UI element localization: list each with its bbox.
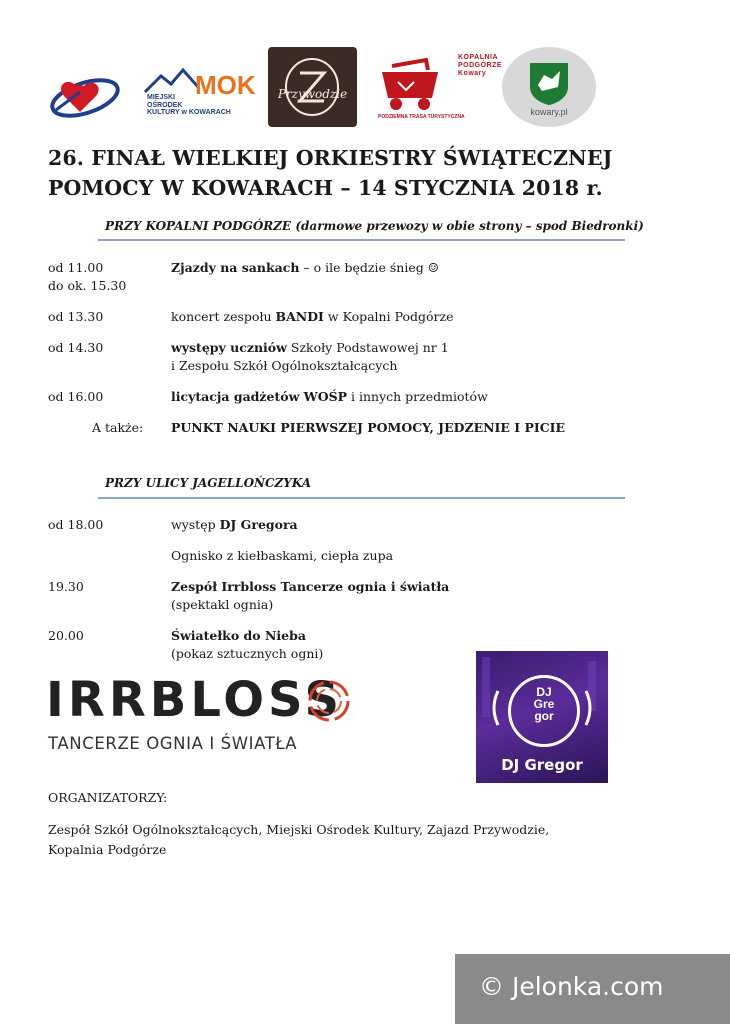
row-highlight: licytacja gadżetów WOŚP (171, 389, 348, 404)
wosp-logo (46, 70, 124, 126)
row-text: – o ile będzie śnieg ☺ (299, 260, 439, 275)
kowary-text: kowary.pl (530, 107, 568, 117)
row-highlight: występy uczniów (171, 340, 287, 355)
watermark (455, 954, 730, 1024)
title-line-2: POMOCY W KOWARACH – 14 STYCZNIA 2018 r. (48, 176, 603, 200)
schedule-row (48, 259, 668, 295)
mok-caption: MIEJSKI OŚRODEK KULTURY w KOWARACH (147, 94, 231, 116)
dj-gregor-logo (476, 651, 608, 783)
mok-logo (143, 66, 256, 116)
section-divider (98, 239, 625, 241)
row-text-line2: (spektakl ognia) (171, 597, 274, 612)
kopalnia-name: KOPALNIA PODGÓRZE Kowary (458, 54, 503, 77)
row-text: Szkoły Podstawowej nr 1 (286, 340, 449, 355)
kowary-crest-icon (528, 61, 570, 105)
mountains-icon (143, 66, 256, 100)
row-text-pre: występ (171, 517, 220, 532)
row-text-line2: (pokaz sztucznych ogni) (171, 646, 324, 661)
row-text: i innych przedmiotów (347, 389, 488, 404)
organizers-line-2: Kopalnia Podgórze (48, 842, 167, 857)
dj-ring-text: DJ Gre gor (533, 685, 555, 723)
organizers-line-1: Zespół Szkół Ogólnokształcących, Miejski Ośrodek Kultury, Zajazd Przywodzie, (48, 822, 550, 837)
mine-cart-icon (378, 58, 458, 112)
row-text-line2: i Zespołu Szkół Ogólnokształcących (171, 358, 398, 373)
row-text: Ognisko z kiełbaskami, ciepła zupa (171, 548, 394, 563)
irrbloss-logo (46, 674, 426, 754)
page-title (48, 143, 688, 203)
mok-letters: MOK (195, 70, 256, 100)
organizers-list (48, 820, 608, 860)
row-highlight: Zjazdy na sankach (171, 260, 300, 275)
title-line-1: 26. FINAŁ WIELKIEJ ORKIESTRY ŚWIĄTECZNEJ (48, 146, 613, 170)
also-text: PUNKT NAUKI PIERWSZEJ POMOCY, JEDZENIE I PICIE (171, 420, 566, 435)
section-heading-jagiellonczyka: PRZY ULICY JAGELLOŃCZYKA (105, 476, 312, 490)
organizers-heading: ORGANIZATORZY: (48, 790, 168, 805)
row-time: od 11.00 (48, 260, 104, 275)
przywodzie-text: Przywodzie (277, 87, 348, 101)
row-highlight: DJ Gregora (219, 517, 298, 532)
row-time: od 14.30 (48, 340, 104, 355)
row-highlight: BANDI (275, 309, 324, 324)
section-heading-kopalnia: PRZY KOPALNI PODGÓRZE (darmowe przewozy w obie strony – spod Biedronki) (105, 219, 644, 233)
row-time: od 18.00 (48, 517, 104, 532)
section-divider (98, 497, 625, 499)
row-text-pre: koncert zespołu (171, 309, 276, 324)
row-text: w Kopalni Podgórze (323, 309, 454, 324)
also-label: A także: (92, 420, 144, 435)
row-time: od 13.30 (48, 309, 104, 324)
wosp-heart-icon (46, 70, 124, 126)
irrbloss-tagline: TANCERZE OGNIA I ŚWIATŁA (48, 734, 298, 753)
kowary-logo (502, 47, 596, 127)
dj-name: DJ Gregor (501, 756, 583, 774)
irrbloss-name: IRRBLOSS (46, 672, 344, 728)
row-time: od 16.00 (48, 389, 104, 404)
row-time: 19.30 (48, 579, 84, 594)
kopalnia-logo (378, 52, 503, 124)
row-highlight: Zespół Irrbloss Tancerze ognia i światła (171, 579, 450, 594)
watermark-text: © Jelonka.com (479, 972, 664, 1001)
kopalnia-tagline: PODZIEMNA TRASA TURYSTYCZNA (378, 114, 465, 120)
row-time-end: do ok. 15.30 (48, 278, 127, 293)
fire-swirl-icon (306, 678, 352, 724)
row-highlight: Światełko do Nieba (171, 628, 306, 643)
row-time: 20.00 (48, 628, 84, 643)
przywodzie-logo (268, 47, 357, 127)
